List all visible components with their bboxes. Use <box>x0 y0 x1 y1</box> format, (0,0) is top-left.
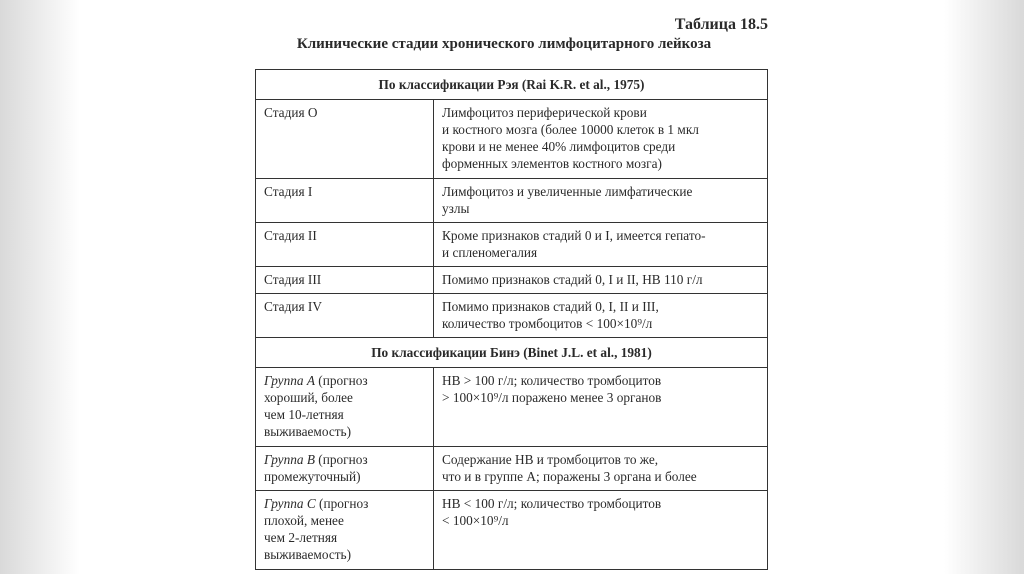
desc-line: что и в группе А; поражены 3 органа и более <box>442 469 697 484</box>
stage-cell: Стадия IV <box>256 294 434 338</box>
desc-line: Содержание НВ и тромбоцитов то же, <box>442 452 659 467</box>
table-row <box>256 447 768 491</box>
group-note: (прогноз <box>318 373 368 388</box>
desc-line: Лимфоцитоз периферической крови <box>442 105 647 120</box>
desc-line: Кроме признаков стадий 0 и I, имеется гепато- <box>442 228 706 243</box>
desc-cell <box>434 294 768 338</box>
staging-table <box>255 69 768 570</box>
table-number: Таблица 18.5 <box>674 16 768 33</box>
group-note-line: чем 2-летняя <box>264 530 338 545</box>
rai-header-row <box>256 70 768 100</box>
group-note: (прогноз <box>318 452 368 467</box>
table-row <box>256 267 768 294</box>
group-cell <box>256 447 434 491</box>
group-name: Группа В <box>264 452 315 467</box>
right-edge-shading <box>944 0 1024 574</box>
stage-cell: Стадия II <box>256 223 434 267</box>
group-note-line: выживаемость) <box>264 547 352 562</box>
desc-line: НВ > 100 г/л; количество тромбоцитов <box>442 373 662 388</box>
table-row <box>256 100 768 179</box>
desc-cell <box>434 368 768 447</box>
desc-line: Лимфоцитоз и увеличенные лимфатические <box>442 184 693 199</box>
desc-line: количество тромбоцитов < 100×10⁹/л <box>442 316 653 331</box>
desc-line: крови и не менее 40% лимфоцитов среди <box>442 139 676 154</box>
group-note-line: выживаемость) <box>264 424 352 439</box>
desc-line: < 100×10⁹/л <box>442 513 509 528</box>
binet-header-row <box>256 338 768 368</box>
desc-line: Помимо признаков стадий 0, I, II и III, <box>442 299 659 314</box>
table-row <box>256 294 768 338</box>
desc-line: > 100×10⁹/л поражено менее 3 органов <box>442 390 662 405</box>
desc-line: и костного мозга (более 10000 клеток в 1 мкл <box>442 122 699 137</box>
group-note-line: плохой, менее <box>264 513 344 528</box>
stage-cell: Стадия III <box>256 267 434 294</box>
desc-cell <box>434 179 768 223</box>
group-name: Группа С <box>264 496 316 511</box>
desc-line: узлы <box>442 201 470 216</box>
group-line <box>264 495 425 512</box>
group-line <box>264 372 425 389</box>
group-cell <box>256 491 434 570</box>
desc-cell <box>434 267 768 294</box>
table-row <box>256 179 768 223</box>
desc-line: Помимо признаков стадий 0, I и II, НВ 110 г/л <box>442 272 703 287</box>
group-note-line: чем 10-летняя <box>264 407 344 422</box>
left-edge-shading <box>0 0 80 574</box>
table-row <box>256 491 768 570</box>
table-row <box>256 223 768 267</box>
stage-cell: Стадия О <box>256 100 434 179</box>
group-name: Группа А <box>264 373 315 388</box>
group-cell <box>256 368 434 447</box>
desc-cell <box>434 100 768 179</box>
table-title: Клинические стадии хронического лимфоцитарного лейкоза <box>296 36 712 52</box>
desc-cell <box>434 491 768 570</box>
group-note: (прогноз <box>319 496 369 511</box>
group-note-line: промежуточный) <box>264 469 361 484</box>
group-note-line: хороший, более <box>264 390 353 405</box>
desc-line: форменных элементов костного мозга) <box>442 156 662 171</box>
desc-cell <box>434 447 768 491</box>
group-line <box>264 451 425 468</box>
desc-cell <box>434 223 768 267</box>
binet-section-header: По классификации Бинэ (Binet J.L. et al., 1981) <box>256 338 768 368</box>
stage-cell: Стадия I <box>256 179 434 223</box>
desc-line: НВ < 100 г/л; количество тромбоцитов <box>442 496 662 511</box>
rai-section-header: По классификации Рэя (Rai K.R. et al., 1975) <box>256 70 768 100</box>
desc-line: и спленомегалия <box>442 245 538 260</box>
table-row <box>256 368 768 447</box>
